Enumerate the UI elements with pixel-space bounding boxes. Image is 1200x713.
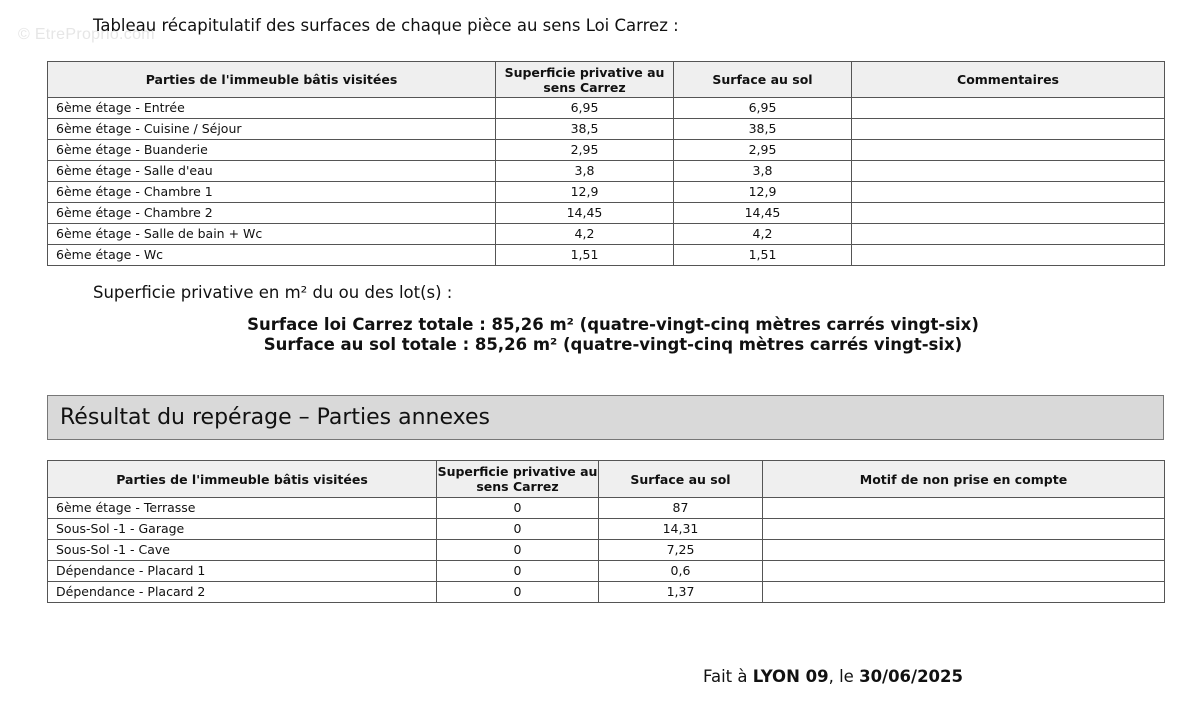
cell-part: Dépendance - Placard 1 (48, 561, 437, 582)
table-row (48, 561, 1165, 582)
table-row (48, 161, 1165, 182)
column-header-motif: Motif de non prise en compte (763, 461, 1165, 498)
signature-prefix: Fait à (703, 667, 753, 686)
cell-sol: 1,37 (599, 582, 763, 603)
cell-comment (852, 98, 1165, 119)
cell-sol: 2,95 (674, 140, 852, 161)
cell-sol: 1,51 (674, 245, 852, 266)
signature-city: LYON 09 (752, 667, 829, 686)
cell-sol: 14,45 (674, 203, 852, 224)
cell-part: 6ème étage - Entrée (48, 98, 496, 119)
cell-sol: 14,31 (599, 519, 763, 540)
column-header-parts: Parties de l'immeuble bâtis visitées (48, 62, 496, 98)
cell-motif (763, 498, 1165, 519)
table-row (48, 182, 1165, 203)
cell-comment (852, 161, 1165, 182)
table-row (48, 582, 1165, 603)
table-row (48, 203, 1165, 224)
cell-comment (852, 140, 1165, 161)
cell-part: 6ème étage - Terrasse (48, 498, 437, 519)
cell-sol: 87 (599, 498, 763, 519)
cell-carrez: 2,95 (496, 140, 674, 161)
total-carrez: Surface loi Carrez totale : 85,26 m² (quatre-vingt-cinq mètres carrés vingt-six) (247, 315, 979, 334)
cell-sol: 12,9 (674, 182, 852, 203)
cell-part: 6ème étage - Buanderie (48, 140, 496, 161)
table-row (48, 119, 1165, 140)
cell-comment (852, 203, 1165, 224)
cell-sol: 6,95 (674, 98, 852, 119)
cell-part: 6ème étage - Salle de bain + Wc (48, 224, 496, 245)
cell-carrez: 0 (437, 519, 599, 540)
total-sol: Surface au sol totale : 85,26 m² (quatre-vingt-cinq mètres carrés vingt-six) (263, 335, 963, 354)
section-title-annexes: Résultat du repérage – Parties annexes (47, 395, 1164, 440)
table-row (48, 245, 1165, 266)
cell-carrez: 12,9 (496, 182, 674, 203)
table-row (48, 224, 1165, 245)
cell-comment (852, 119, 1165, 140)
cell-carrez: 1,51 (496, 245, 674, 266)
column-header-sol: Surface au sol (674, 62, 852, 98)
table-row (48, 540, 1165, 561)
cell-comment (852, 224, 1165, 245)
column-header-carrez: Superficie privative au sens Carrez (437, 461, 599, 498)
column-header-sol: Surface au sol (599, 461, 763, 498)
cell-part: 6ème étage - Cuisine / Séjour (48, 119, 496, 140)
cell-motif (763, 540, 1165, 561)
summary-label: Superficie privative en m² du ou des lot(s) : (93, 283, 453, 302)
cell-comment (852, 245, 1165, 266)
cell-motif (763, 519, 1165, 540)
cell-sol: 7,25 (599, 540, 763, 561)
table-row (48, 498, 1165, 519)
cell-part: 6ème étage - Chambre 2 (48, 203, 496, 224)
annexes-table (47, 460, 1165, 603)
cell-sol: 3,8 (674, 161, 852, 182)
carrez-surfaces-table (47, 61, 1165, 266)
watermark: © EtreProprio.com (18, 26, 155, 43)
cell-part: 6ème étage - Salle d'eau (48, 161, 496, 182)
cell-carrez: 0 (437, 540, 599, 561)
table-header-row (48, 461, 1165, 498)
signature-line (703, 667, 963, 686)
cell-part: 6ème étage - Wc (48, 245, 496, 266)
cell-sol: 38,5 (674, 119, 852, 140)
cell-carrez: 3,8 (496, 161, 674, 182)
cell-carrez: 38,5 (496, 119, 674, 140)
cell-sol: 4,2 (674, 224, 852, 245)
cell-part: Dépendance - Placard 2 (48, 582, 437, 603)
cell-carrez: 6,95 (496, 98, 674, 119)
intro-title: Tableau récapitulatif des surfaces de chaque pièce au sens Loi Carrez : (93, 16, 679, 35)
cell-carrez: 0 (437, 498, 599, 519)
cell-comment (852, 182, 1165, 203)
column-header-parts: Parties de l'immeuble bâtis visitées (48, 461, 437, 498)
cell-carrez: 0 (437, 561, 599, 582)
cell-part: 6ème étage - Chambre 1 (48, 182, 496, 203)
cell-carrez: 0 (437, 582, 599, 603)
table-header-row (48, 62, 1165, 98)
cell-carrez: 4,2 (496, 224, 674, 245)
column-header-comments: Commentaires (852, 62, 1165, 98)
cell-motif (763, 561, 1165, 582)
signature-date: 30/06/2025 (859, 667, 963, 686)
column-header-carrez: Superficie privative au sens Carrez (496, 62, 674, 98)
table-row (48, 519, 1165, 540)
cell-motif (763, 582, 1165, 603)
table-row (48, 140, 1165, 161)
cell-part: Sous-Sol -1 - Cave (48, 540, 437, 561)
cell-sol: 0,6 (599, 561, 763, 582)
table-row (48, 98, 1165, 119)
cell-part: Sous-Sol -1 - Garage (48, 519, 437, 540)
cell-carrez: 14,45 (496, 203, 674, 224)
signature-middle: , le (828, 667, 860, 686)
